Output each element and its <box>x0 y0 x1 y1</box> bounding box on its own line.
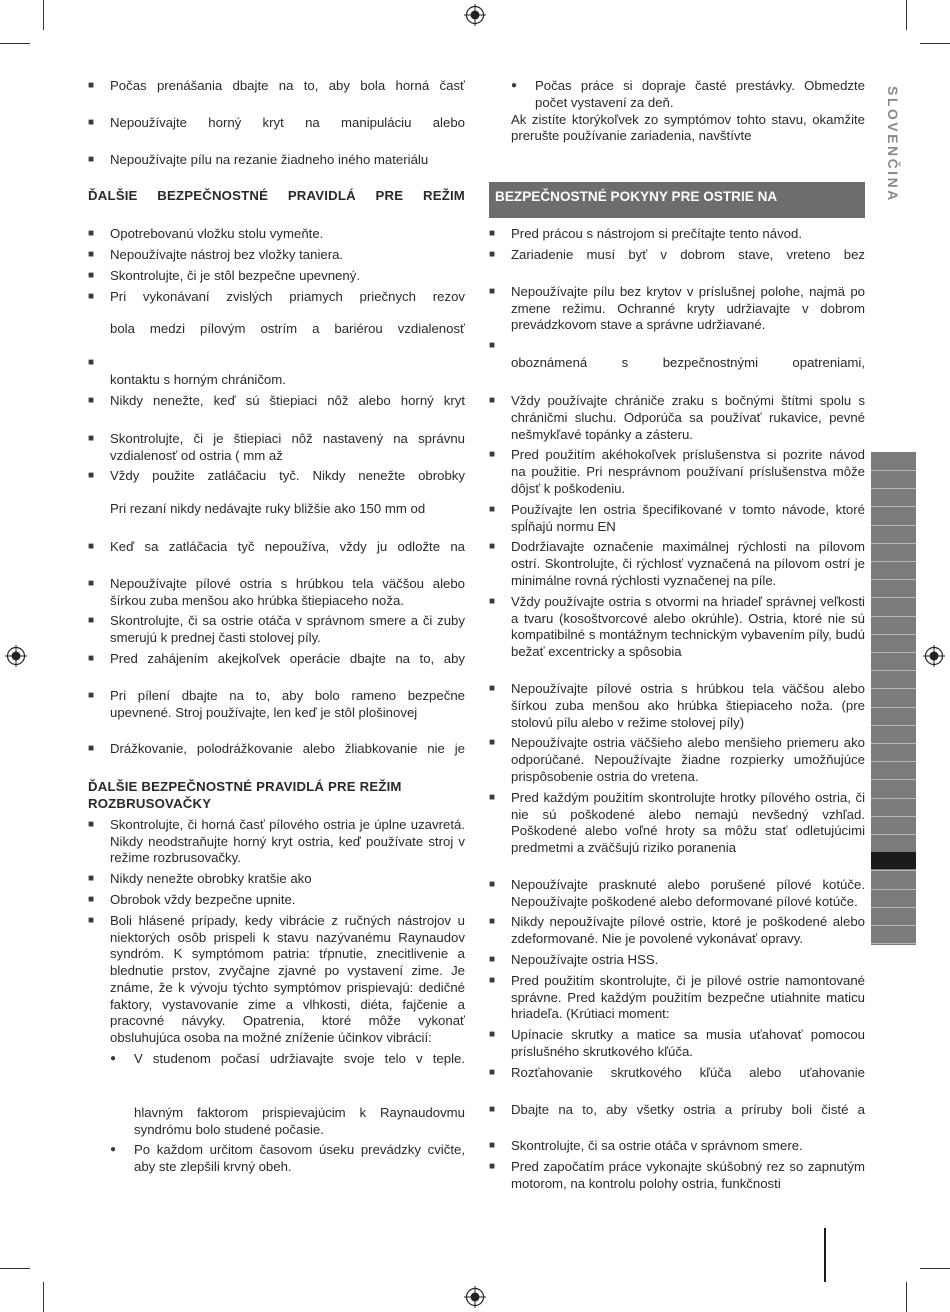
language-tab <box>871 561 916 562</box>
language-tab <box>871 670 916 671</box>
registration-mark-icon <box>464 1286 486 1308</box>
section-heading: ĎALŠIE BEZPEČNOSTNÉ PRAVIDLÁ PRE REŽIM ROZBRUSOVAČKY <box>88 779 402 811</box>
list-item: ■ Vždy používajte ostria s otvormi na hriadeľ správnej veľkosti a tvaru (kosoštvorcové alebo okrúhle). Ostria, ktoré nie sú kompatibilné s montážnym technickým vybavením píly, budú bežať excentricky a spôsobia <box>489 594 865 661</box>
language-tab <box>871 652 916 653</box>
sub-list-item: ● V studenom počasí udržiavajte svoje telo v teple. <box>88 1051 465 1068</box>
list-item: ■ Boli hlásené prípady, kedy vibrácie z ručných nástrojov u niektorých osôb prispeli k stavu nazývanému Raynaudov syndróm. K symptómom patria: tŕpnutie, znecitlivenie a blednutie prstov, zvyčajne zjavné po vystavení zime. Je známe, že k vývoju týchto symptómov prispievajú: dedičné faktory, vystavovanie zime a vlhkosti, diéta, fajčenie a pracovné návyky. Opatrenia, ktoré môže vykonať obsluhujúca osoba na možné zníženie účinkov vibrácií: <box>88 913 465 1047</box>
paragraph: oboznámená s bezpečnostnými opatreniami, <box>511 355 865 371</box>
list-item: ■ Nepoužívajte ostria väčšieho alebo menšieho priemeru ako odporúčané. Nepoužívajte žiadne rozpierky umožňujúce prispôsobenie ostria do vretena. <box>489 735 865 785</box>
crop-mark <box>920 43 950 44</box>
list-item: ■ Drážkovanie, polodrážkovanie alebo žliabkovanie nie je <box>88 741 465 758</box>
language-tab <box>871 761 916 762</box>
language-tab <box>871 907 916 908</box>
list-item: ■ Počas prenášania dbajte na to, aby bola horná časť <box>88 78 465 95</box>
list-item <box>489 338 865 355</box>
list-item: ■ Upínacie skrutky a matice sa musia uťahovať pomocou príslušného skrutkového kľúča. <box>489 1027 865 1061</box>
list-item: ■ Pred prácou s nástrojom si prečítajte tento návod. <box>489 226 865 243</box>
list-item: ■ Nepoužívajte ostria HSS. <box>489 952 865 969</box>
list-item <box>88 355 465 372</box>
language-tab <box>871 488 916 489</box>
left-column <box>88 78 465 1176</box>
language-tab <box>871 616 916 617</box>
list-item: ■ Nepoužívajte pílové ostria s hrúbkou tela väčšou alebo šírkou zuba menšou ako hrúbka štiepiaceho noža. <box>88 576 465 610</box>
list-item: ■ Používajte len ostria špecifikované v tomto návode, ktoré spĺňajú normu EN <box>489 502 865 536</box>
list-item: ■ Nikdy nepoužívajte pílové ostrie, ktoré je poškodené alebo zdeformované. Nie je povolené vykonávať opravy. <box>489 914 865 948</box>
list-item: ■ Obrobok vždy bezpečne upnite. <box>88 892 465 909</box>
language-tab <box>871 634 916 635</box>
list-item: ■ Dodržiavajte označenie maximálnej rýchlosti na pílovom ostrí. Skontrolujte, či rýchlosť vyznačená na pílovom ostrí je minimálne rovná rýchlosti vyznačenej na píle. <box>489 539 865 589</box>
language-tab-active <box>871 852 916 869</box>
list-item: ■ Dbajte na to, aby všetky ostria a príruby boli čisté a <box>489 1102 865 1119</box>
paragraph: Ak zistíte ktorýkoľvek zo symptómov tohto stavu, okamžite prerušte používanie zariadenia, navštívte <box>511 111 865 144</box>
list-item: ■ Vždy použite zatláčaciu tyč. Nikdy nenežte obrobky <box>88 468 465 485</box>
section-heading-bar <box>489 182 865 226</box>
language-tab <box>871 925 916 926</box>
language-tab <box>871 834 916 835</box>
list-item: ■ Opotrebovanú vložku stolu vymeňte. <box>88 226 465 243</box>
right-column <box>489 78 865 1193</box>
list-item: ■ Skontrolujte, či horná časť pílového ostria je úplne uzavretá. Nikdy neodstraňujte horný kryt ostria, keď používate stroj v režime rozbrusovačky. <box>88 817 465 867</box>
language-tab <box>871 725 916 726</box>
language-tab-strip <box>871 452 916 945</box>
language-tab <box>871 579 916 580</box>
list-item: ■ Nepoužívajte prasknuté alebo porušené pílové kotúče. Nepoužívajte poškodené alebo deformované pílové kotúče. <box>489 877 865 911</box>
registration-mark-icon <box>5 645 27 667</box>
paragraph: kontaktu s horným chráničom. <box>110 372 286 388</box>
crop-mark <box>906 1282 907 1312</box>
list-item: ■ Skontrolujte, či sa ostrie otáča v správnom smere a či zuby smerujú k prednej časti stolovej píly. <box>88 613 465 647</box>
list-item: ■ Rozťahovanie skrutkového kľúča alebo uťahovanie <box>489 1065 865 1082</box>
list-item: ■ Nepoužívajte pílu bez krytov v príslušnej polohe, najmä po zmene režimu. Ochranné kryty udržiavajte v dobrom prevádzkovom stave a správne udržiavané. <box>489 284 865 334</box>
crop-mark <box>43 0 44 30</box>
list-item: ■ Nepoužívajte pílové ostria s hrúbkou tela väčšou alebo šírkou zuba menšou ako hrúbka štiepiaceho noža. (pre stolovú pílu alebo v režime stolovej píly) <box>489 681 865 731</box>
crop-mark <box>0 43 30 44</box>
page-edge-bar <box>824 1228 826 1282</box>
language-tab <box>871 525 916 526</box>
list-item: ■ Pred použitím skontrolujte, či je pílové ostrie namontované správne. Pred každým použitím bezpečne utiahnite maticu hriadeľa. (Krútiaci moment: <box>489 973 865 1023</box>
list-item: ■ Pri vykonávaní zvislých priamych priečnych rezov <box>88 289 465 306</box>
language-tab <box>871 707 916 708</box>
language-tab <box>871 943 916 944</box>
list-item: ■ Pred každým použitím skontrolujte hrotky pílového ostria, či nie sú poškodené alebo nemajú nevšedný vzhľad. Poškodené alebo voľné hroty sa môžu stať odletujúcimi predmetmi a zväčšujú riziko poranenia <box>489 790 865 857</box>
list-item: ■ Pred zahájením akejkoľvek operácie dbajte na to, aby <box>88 651 465 668</box>
list-item: ■ Nepoužívajte pílu na rezanie žiadneho iného materiálu <box>88 152 465 169</box>
language-tab <box>871 506 916 507</box>
crop-mark <box>0 1268 30 1269</box>
list-item: ■ Skontrolujte, či je stôl bezpečne upevnený. <box>88 268 465 285</box>
language-tab-label: SLOVENČINA <box>885 86 901 203</box>
registration-mark-icon <box>464 4 486 26</box>
sub-list-item: ● Po každom určitom časovom úseku prevádzky cvičte, aby ste zlepšili krvný obeh. <box>88 1142 465 1176</box>
language-tab <box>871 470 916 471</box>
language-tab <box>871 816 916 817</box>
language-tab <box>871 870 916 871</box>
list-item: ■ Nepoužívajte nástroj bez vložky taniera. <box>88 247 465 264</box>
list-item: ■ Pred započatím práce vykonajte skúšobný rez so zapnutým motorom, na kontrolu polohy ostria, funkčnosti <box>489 1159 865 1193</box>
list-item: ■ Vždy používajte chrániče zraku s bočnými štítmi spolu s chráničmi sluchu. Odporúča sa používať rukavice, pevné nešmykľavé topánky a zásteru. <box>489 393 865 443</box>
paragraph: bola medzi pílovým ostrím a bariérou vzdialenosť <box>110 321 465 337</box>
language-tab <box>871 543 916 544</box>
paragraph: hlavným faktorom prispievajúcim k Raynaudovmu syndrómu bolo studené počasie. <box>134 1104 465 1137</box>
section-heading: BEZPEČNOSTNÉ POKYNY PRE OSTRIE NA <box>489 182 865 218</box>
language-tab <box>871 779 916 780</box>
list-item: ■ Nikdy nenežte obrobky kratšie ako <box>88 871 465 888</box>
crop-mark <box>43 1282 44 1312</box>
registration-mark-icon <box>923 645 945 667</box>
section-heading: ĎALŠIE BEZPEČNOSTNÉ PRAVIDLÁ PRE REŽIM <box>88 188 465 204</box>
crop-mark <box>920 1268 950 1269</box>
language-tab <box>871 889 916 890</box>
list-item: ■ Keď sa zatláčacia tyč nepoužíva, vždy ju odložte na <box>88 539 465 556</box>
list-item: ■ Skontrolujte, či je štiepiaci nôž nastavený na správnu vzdialenosť od ostria ( mm až <box>88 431 465 465</box>
list-item: ■ Nepoužívajte horný kryt na manipuláciu alebo <box>88 115 465 132</box>
list-item: ■ Nikdy nenežte, keď sú štiepiaci nôž alebo horný kryt <box>88 393 465 410</box>
language-tab <box>871 743 916 744</box>
crop-mark <box>906 0 907 30</box>
list-item: ■ Skontrolujte, či sa ostrie otáča v správnom smere. <box>489 1138 865 1155</box>
language-tab <box>871 597 916 598</box>
paragraph: Pri rezaní nikdy nedávajte ruky bližšie ako 150 mm od <box>110 501 426 517</box>
list-item: ■ Pred použitím akéhokoľvek príslušenstva si pozrite návod na použitie. Pri nesprávnom používaní príslušenstva môže dôjsť k poškodeniu. <box>489 447 865 497</box>
language-tab <box>871 688 916 689</box>
list-item: ■ Zariadenie musí byť v dobrom stave, vreteno bez <box>489 247 865 264</box>
list-item: ■ Pri pílení dbajte na to, aby bolo rameno bezpečne upevnené. Stroj používajte, len keď je stôl plošinovej <box>88 688 465 722</box>
language-tab <box>871 798 916 799</box>
sub-list-item: ● Počas práce si dopraje časté prestávky. Obmedzte počet vystavení za deň. <box>489 78 865 112</box>
